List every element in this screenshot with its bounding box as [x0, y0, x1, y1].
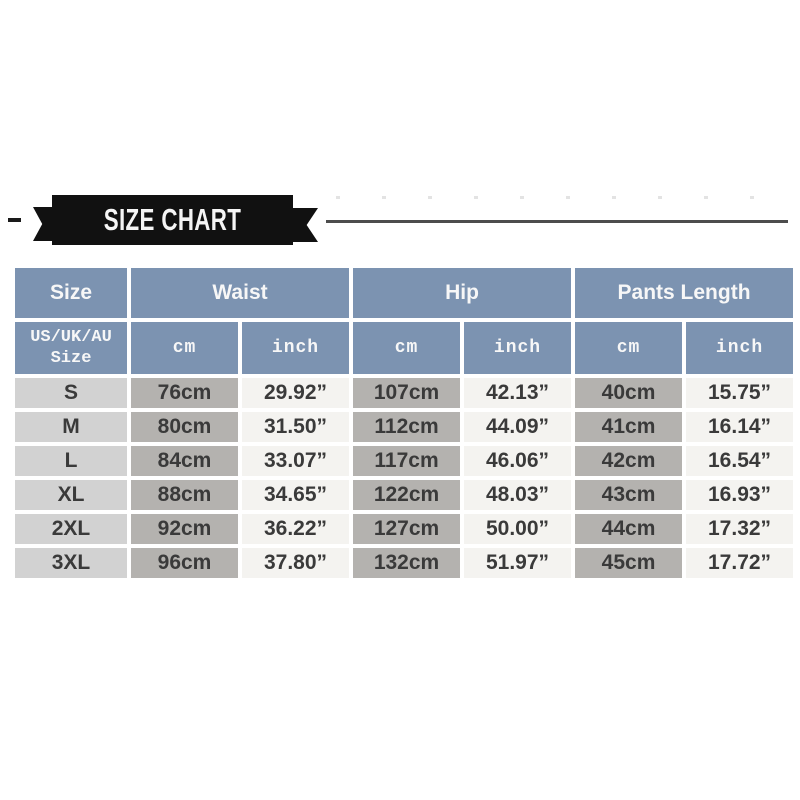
unit-label: cm: [172, 338, 197, 358]
size-header-line2: Size: [50, 349, 92, 368]
size-header-line1: US/UK/AU: [30, 327, 112, 347]
hip-inch-cell: 44.09”: [464, 412, 571, 442]
pants-cm-cell: 44cm: [575, 514, 682, 544]
table-row-3xl: [15, 548, 793, 578]
col-header-pants-length: Pants Length: [575, 268, 793, 318]
pants-inch-cell: 17.32”: [686, 514, 793, 544]
ribbon-right-tail: [291, 208, 318, 242]
size-cell: 3XL: [15, 548, 127, 578]
table-unit-header-row: [15, 322, 793, 374]
hip-cm-cell: 127cm: [353, 514, 460, 544]
waist-inch-cell: 31.50”: [242, 412, 349, 442]
faint-dotted-line: [336, 196, 786, 199]
hip-inch-cell: 50.00”: [464, 514, 571, 544]
unit-label: inch: [271, 338, 320, 358]
table-row-l: [15, 446, 793, 476]
hip-inch-cell: 51.97”: [464, 548, 571, 578]
waist-inch-cell: 36.22”: [242, 514, 349, 544]
banner-title: SIZE CHART: [103, 202, 242, 237]
col-header-size: Size: [15, 268, 127, 318]
unit-label: cm: [616, 338, 641, 358]
size-cell: M: [15, 412, 127, 442]
waist-cm-cell: 84cm: [131, 446, 238, 476]
size-cell: XL: [15, 480, 127, 510]
waist-cm-cell: 88cm: [131, 480, 238, 510]
waist-cm-cell: 76cm: [131, 378, 238, 408]
col-header-pants-cm: [575, 322, 682, 374]
unit-label: inch: [715, 338, 764, 358]
pants-cm-cell: 42cm: [575, 446, 682, 476]
pants-inch-cell: 15.75”: [686, 378, 793, 408]
size-cell: 2XL: [15, 514, 127, 544]
hip-cm-cell: 122cm: [353, 480, 460, 510]
table-row-s: [15, 378, 793, 408]
hip-cm-cell: 112cm: [353, 412, 460, 442]
col-header-hip-inch: [464, 322, 571, 374]
col-header-waist-cm: [131, 322, 238, 374]
hip-cm-cell: 117cm: [353, 446, 460, 476]
waist-cm-cell: 92cm: [131, 514, 238, 544]
left-dash-decoration: [8, 218, 21, 222]
horizontal-rule: [326, 220, 788, 223]
unit-label: cm: [394, 338, 419, 358]
table-row-2xl: [15, 514, 793, 544]
pants-cm-cell: 43cm: [575, 480, 682, 510]
waist-inch-cell: 29.92”: [242, 378, 349, 408]
waist-cm-cell: 96cm: [131, 548, 238, 578]
waist-inch-cell: 37.80”: [242, 548, 349, 578]
col-header-hip-cm: [353, 322, 460, 374]
waist-cm-cell: 80cm: [131, 412, 238, 442]
waist-inch-cell: 33.07”: [242, 446, 349, 476]
size-table: [11, 264, 797, 582]
pants-cm-cell: 45cm: [575, 548, 682, 578]
table-group-header-row: [15, 268, 793, 318]
table-row-xl: [15, 480, 793, 510]
unit-label: inch: [493, 338, 542, 358]
pants-cm-cell: 41cm: [575, 412, 682, 442]
hip-inch-cell: 46.06”: [464, 446, 571, 476]
waist-inch-cell: 34.65”: [242, 480, 349, 510]
pants-inch-cell: 16.93”: [686, 480, 793, 510]
col-header-waist: Waist: [131, 268, 349, 318]
pants-inch-cell: 16.14”: [686, 412, 793, 442]
pants-cm-cell: 40cm: [575, 378, 682, 408]
hip-inch-cell: 48.03”: [464, 480, 571, 510]
size-cell: L: [15, 446, 127, 476]
size-cell: S: [15, 378, 127, 408]
hip-cm-cell: 107cm: [353, 378, 460, 408]
hip-cm-cell: 132cm: [353, 548, 460, 578]
pants-inch-cell: 17.72”: [686, 548, 793, 578]
col-header-hip: Hip: [353, 268, 571, 318]
col-header-pants-inch: [686, 322, 793, 374]
pants-inch-cell: 16.54”: [686, 446, 793, 476]
col-header-us-uk-au-size: [15, 322, 127, 374]
size-chart-banner: [52, 195, 293, 245]
col-header-waist-inch: [242, 322, 349, 374]
hip-inch-cell: 42.13”: [464, 378, 571, 408]
table-row-m: [15, 412, 793, 442]
